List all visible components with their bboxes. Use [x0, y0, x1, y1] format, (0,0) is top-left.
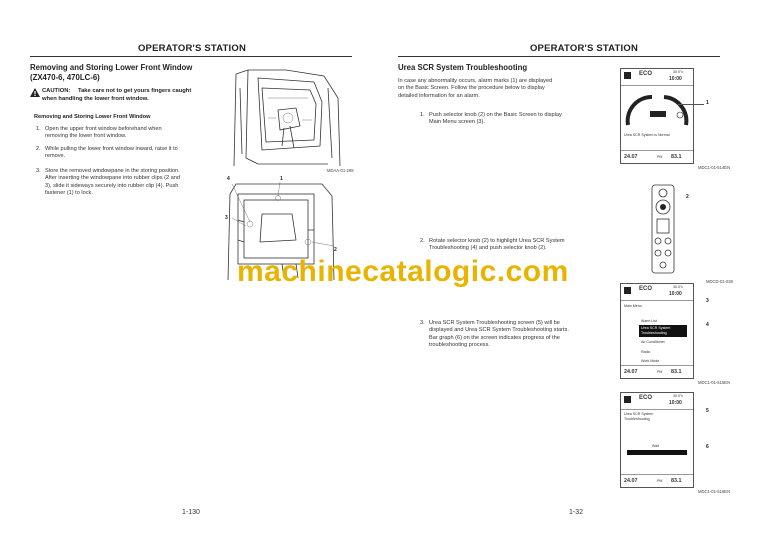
clock-label: 10:00 — [669, 291, 682, 297]
fuel-rate: 83.1 — [671, 369, 682, 375]
basic-screen — [620, 68, 694, 164]
step-line: fastener (1) to lock. — [45, 190, 93, 197]
fig2-label-2: 2 — [334, 247, 337, 253]
main-menu-screen — [620, 283, 694, 379]
step-number: 2. — [420, 238, 425, 244]
ts-title-1: Urea SCR System — [624, 412, 654, 416]
menu-item-work-mode[interactable]: Work Mode — [641, 359, 660, 363]
temp-label: 30.0°c — [673, 70, 684, 74]
right-page-number: 1-32 — [569, 509, 584, 516]
step-line: troubleshooting process. — [429, 342, 490, 349]
step-line: displayed and Urea SCR System Troubleshooting starts. — [429, 327, 569, 334]
fig1-caption: MDAA-01-298 — [327, 168, 354, 173]
eco-label: ECO — [639, 71, 653, 77]
warning-triangle-icon — [30, 88, 40, 97]
intro-line: In case any abnormality occurs, alarm marks (1) are displayed — [398, 78, 553, 84]
caution-text-2: when handling the lower front window. — [42, 96, 149, 102]
eco-label: ECO — [639, 395, 653, 401]
step-line: Bar graph (6) on the screen indicates progress of the — [429, 334, 560, 341]
left-step-1 — [36, 126, 226, 144]
left-title-line2: (ZX470-6, 470LC-6) — [30, 73, 100, 82]
engine-icon — [624, 72, 631, 79]
caution-label: CAUTION: — [42, 88, 71, 94]
left-section-title — [30, 63, 220, 83]
left-title-line1: Removing and Storing Lower Front Window — [30, 63, 193, 72]
left-steps — [36, 126, 226, 200]
hour-meter: 24.07 — [624, 154, 638, 160]
temp-label: 30.0°c — [673, 285, 684, 289]
screen-bottom-bar — [621, 365, 693, 378]
step-number: 3. — [420, 320, 425, 326]
alarm-text: Urea SCR System is Normal — [624, 133, 670, 137]
menu-item-urea-scr: Urea SCR System — [641, 326, 671, 330]
step-line: Open the upper front window beforehand when — [45, 126, 162, 132]
step-line: 3), slide it sideways securely into rubber clip (4). Push — [45, 182, 179, 189]
callout-2: 2 — [686, 194, 689, 200]
callout-6: 6 — [706, 444, 709, 450]
step-line: Push selector knob (2) on the Basic Screen to display — [429, 112, 562, 118]
fuel-rate: 83.1 — [671, 478, 682, 484]
step-number: 3. — [36, 168, 41, 174]
engine-icon — [624, 287, 631, 294]
temp-label: 30.0°c — [673, 394, 684, 398]
progress-bar — [627, 450, 687, 455]
ts-title-2: Troubleshooting — [624, 417, 650, 421]
left-step-3 — [36, 168, 226, 200]
step-number: 1. — [420, 112, 425, 118]
clock-label: 10:00 — [669, 400, 682, 406]
step-line: removing the lower front window. — [45, 133, 127, 140]
step-line: Store the removed windowpane in the storing position. — [45, 168, 180, 174]
right-header-rule — [398, 56, 720, 57]
left-page-number: 1-130 — [182, 509, 200, 516]
menu-title: Main Menu — [624, 304, 642, 308]
fig2-label-4: 4 — [227, 176, 230, 182]
callout-1-leader — [678, 104, 704, 105]
mode-label: PM — [657, 479, 663, 483]
caption-026: MDCD-01-026 — [706, 279, 733, 284]
callout-3: 3 — [706, 298, 709, 304]
callout-1: 1 — [706, 100, 709, 106]
caption-515: MDC1-01-515EN — [698, 380, 731, 385]
caption-516: MDC1-01-516EN — [698, 489, 731, 494]
screen-top-bar — [621, 284, 693, 301]
gauge-graphic — [622, 87, 692, 127]
screen-top-bar — [621, 69, 693, 86]
step-line: After inserting the windowpane into rubber clips (2 and — [45, 175, 180, 182]
step-line: Main Menu screen (3). — [429, 119, 485, 126]
right-page-header: OPERATOR'S STATION — [529, 43, 639, 54]
fuel-rate: 83.1 — [671, 154, 682, 160]
callout-4: 4 — [706, 322, 709, 328]
intro-line: detailed information for an alarm. — [398, 92, 480, 99]
menu-item-radio[interactable]: Radio — [641, 350, 651, 354]
left-header-rule — [30, 56, 352, 57]
hour-meter: 24.07 — [624, 478, 638, 484]
step-line: remove. — [45, 153, 66, 160]
left-step-2 — [36, 146, 226, 168]
caution-text-1: Take care not to get yours fingers caught — [77, 88, 192, 94]
screen-bottom-bar — [621, 474, 693, 487]
screen-bottom-bar — [621, 150, 693, 163]
wait-label: Wait — [652, 444, 660, 448]
step-number: 1. — [36, 126, 41, 132]
right-intro — [398, 78, 598, 100]
left-page-header: OPERATOR'S STATION — [137, 43, 247, 54]
fig2-label-3: 3 — [225, 215, 228, 221]
left-subhead: Removing and Storing Lower Front Window — [34, 114, 151, 120]
cab-window-figure — [228, 68, 350, 168]
caption-514: MDC1-01-514EN — [698, 165, 731, 170]
fig2-label-1: 1 — [280, 176, 283, 182]
step-line: Urea SCR System Troubleshooting screen (5) will be — [429, 320, 560, 326]
watermark: machinecatalogic.com — [237, 255, 569, 288]
step-line: While pulling the lower front window inward, raise it to — [45, 146, 178, 152]
mode-label: PM — [657, 155, 663, 159]
menu-item-urea-scr-highlight[interactable] — [639, 325, 687, 337]
callout-5: 5 — [706, 408, 709, 414]
screen-top-bar — [621, 393, 693, 410]
menu-item-alarm-list[interactable]: Alarm List — [641, 319, 657, 323]
hour-meter: 24.07 — [624, 369, 638, 375]
engine-icon — [624, 396, 631, 403]
step-line: Rotate selector knob (2) to highlight Urea SCR System — [429, 238, 565, 244]
selector-knob-figure — [648, 183, 678, 275]
right-section-title: Urea SCR System Troubleshooting — [398, 63, 528, 72]
eco-label: ECO — [639, 286, 653, 292]
menu-item-air-conditioner[interactable]: Air Conditioner — [641, 340, 665, 344]
step-line: Troubleshooting (4) and push selector knob (2). — [429, 245, 547, 252]
step-number: 2. — [36, 146, 41, 152]
troubleshooting-screen — [620, 392, 694, 488]
menu-item-troubleshooting: Troubleshooting — [641, 331, 667, 335]
clock-label: 10:00 — [669, 76, 682, 82]
mode-label: PM — [657, 370, 663, 374]
intro-line: on the Basic Screen. Follow the procedure below to display — [398, 85, 545, 92]
